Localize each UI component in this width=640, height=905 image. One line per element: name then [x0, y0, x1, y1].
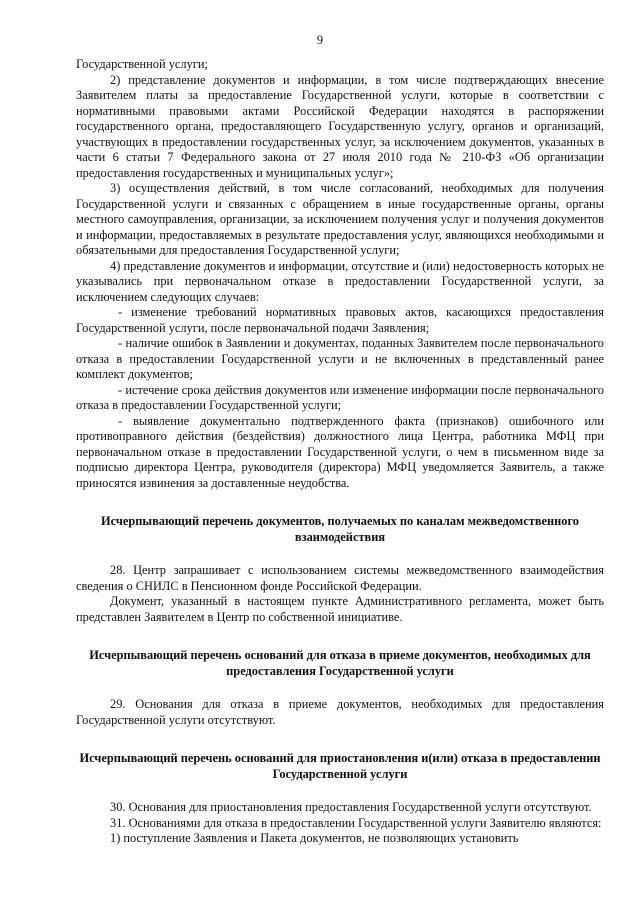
section-heading: Исчерпывающий перечень оснований для отказа в приеме документов, необходимых для предоставления Государственной услуги: [89, 648, 591, 678]
paragraph: 31. Основаниями для отказа в предоставлении Государственной услуги Заявителю являются:: [110, 815, 602, 830]
paragraph: 30. Основания для приостановления предоставления Государственной услуги отсутствуют.: [110, 800, 592, 814]
list-item: - выявление документально подтвержденного факта (признаков) ошибочного или противоправного действия (бездействия) должностного лица Центра, работника МФЦ при первоначальном отказе в предоставлении Государственной услуги, о чем в письменном виде за подписью директора Центра, руководителя (директора) МФЦ уведомляется Заявитель, а также приносятся извинения за доставленные неудобства.: [76, 413, 604, 490]
paragraph: 1) поступление Заявления и Пакета документов, не позволяющих установить: [110, 831, 519, 845]
paragraph: 4) представление документов и информации, отсутствие и (или) недостоверность которых не указывались при первоначальном отказе в предоставлении Государственной услуги, за исключением следующих случаев:: [76, 258, 604, 304]
paragraph: Документ, указанный в настоящем пункте Административного регламента, может быть представлен Заявителем в Центр по собственной инициативе.: [76, 594, 604, 624]
paragraph: 2) представление документов и информации, в том числе подтверждающих внесение Заявителем платы за предоставление Государственной услуги, которые в соответствии с нормативными правовыми актами Российской Федерации находятся в распоряжении государственного органа, предоставляющего Государственную услугу, органов и организаций, участвующих в предоставлении государственных услуг, за исключением документов, указанных в части 6 статьи 7 Федерального закона от 27 июля 2010 года № 210-ФЗ «Об организации предоставления государственных и муниципальных услуг»;: [76, 72, 604, 180]
paragraph: 3) осуществления действий, в том числе согласований, необходимых для получения Государственной услуги и связанных с обращением в иные государственные органы, органы местного самоуправления, организации, за исключением получения услуг и получения документов и информации, предоставляемых в результате предоставления услуг, являющихся необходимыми и обязательными для предоставления Государственной услуги;: [76, 181, 604, 257]
document-body: [76, 57, 604, 847]
page-number: 9: [316, 33, 324, 47]
paragraph: 28. Центр запрашивает с использованием системы межведомственного взаимодействия сведения о СНИЛС в Пенсионном фонде Российской Федерации.: [76, 563, 604, 593]
paragraph: 29. Основания для отказа в приеме документов, необходимых для предоставления Государственной услуги отсутствуют.: [76, 697, 604, 727]
section-heading: Исчерпывающий перечень оснований для приостановления и(или) отказа в предоставлении Государственной услуги: [79, 751, 601, 781]
list-item: - истечение срока действия документов или изменение информации после первоначального отказа в предоставлении Государственной услуги;: [76, 382, 604, 412]
list-item: - изменение требований нормативных правовых актов, касающихся предоставления Государственной услуги, после первоначальной подачи Заявления;: [76, 305, 604, 335]
list-item: - наличие ошибок в Заявлении и документах, поданных Заявителем после первоначального отказа в предоставлении Государственной услуги и не включенных в представленный ранее комплект документов;: [76, 336, 604, 381]
paragraph: Государственной услуги;: [76, 57, 208, 71]
section-heading: Исчерпывающий перечень документов, получаемых по каналам межведомственного взаимодействия: [101, 514, 579, 544]
